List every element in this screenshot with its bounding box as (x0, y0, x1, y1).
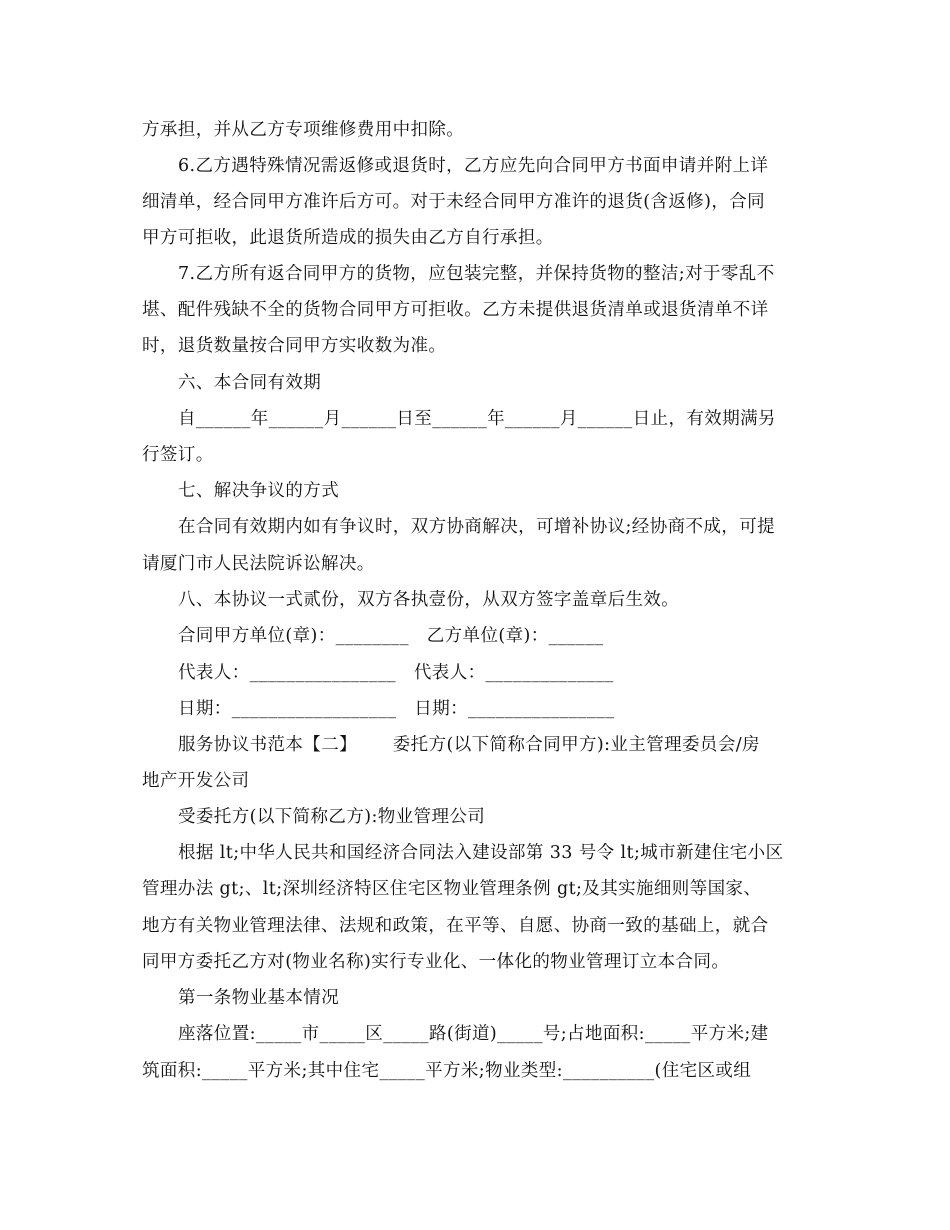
paragraph-line: 行签订。 (142, 445, 214, 465)
signature-line-date: 日期：__________________ 日期：________________ (178, 699, 615, 719)
paragraph-line: 时，退货数量按合同甲方实收数为准。 (142, 336, 447, 356)
paragraph-line: 7.乙方所有返合同甲方的货物，应包装完整，并保持货物的整洁;对于零乱不 (178, 264, 775, 284)
paragraph-line: 地产开发公司 (142, 771, 250, 791)
paragraph-line: 筑面积:_____平方米;其中住宅_____平方米;物业类型:__________(住宅区或组 (142, 1061, 752, 1081)
paragraph-line: 受委托方(以下简称乙方):物业管理公司 (178, 807, 486, 827)
section-heading: 六、本合同有效期 (178, 373, 322, 393)
signature-line-unit: 合同甲方单位(章)：________ 乙方单位(章)：______ (178, 626, 604, 646)
paragraph-line: 同甲方委托乙方对(物业名称)实行专业化、一体化的物业管理订立本合同。 (142, 952, 730, 972)
paragraph-line: 方承担，并从乙方专项维修费用中扣除。 (142, 120, 465, 140)
paragraph-line: 6.乙方遇特殊情况需返修或退货时，乙方应先向合同甲方书面申请并附上详 (178, 156, 769, 176)
signature-line-representative: 代表人：________________ 代表人：______________ (178, 663, 614, 683)
paragraph-line: 管理办法 gt;、lt;深圳经济特区住宅区物业管理条例 gt;及其实施细则等国家、 (142, 879, 762, 899)
paragraph-line: 细清单，经合同甲方准许后方可。对于未经合同甲方准许的退货(含返修)，合同 (142, 192, 766, 212)
paragraph-line: 在合同有效期内如有争议时，双方协商解决，可增补协议;经协商不成，可提 (178, 517, 775, 537)
paragraph-line: 自______年______月______日至______年______月______日止，有效期满另 (178, 409, 776, 429)
section-heading: 第一条物业基本情况 (178, 988, 340, 1008)
template-heading: 服务协议书范本【二】 委托方(以下简称合同甲方):业主管理委员会/房 (178, 735, 760, 755)
section-heading: 七、解决争议的方式 (178, 481, 340, 501)
section-heading: 八、本协议一式贰份，双方各执壹份，从双方签字盖章后生效。 (178, 590, 680, 610)
paragraph-line: 地方有关物业管理法律、法规和政策，在平等、自愿、协商一致的基础上，就合 (142, 916, 769, 936)
paragraph-line: 根据 lt;中华人民共和国经济合同法入建设部第 33 号令 lt;城市新建住宅小区 (178, 843, 784, 863)
paragraph-line: 座落位置:_____市_____区_____路(街道)_____号;占地面积:_____平方米;建 (178, 1024, 769, 1044)
paragraph-line: 请厦门市人民法院诉讼解决。 (142, 554, 375, 574)
paragraph-line: 堪、配件残缺不全的货物合同甲方可拒收。乙方未提供退货清单或退货清单不详 (142, 300, 769, 320)
paragraph-line: 甲方可拒收，此退货所造成的损失由乙方自行承担。 (142, 228, 554, 248)
